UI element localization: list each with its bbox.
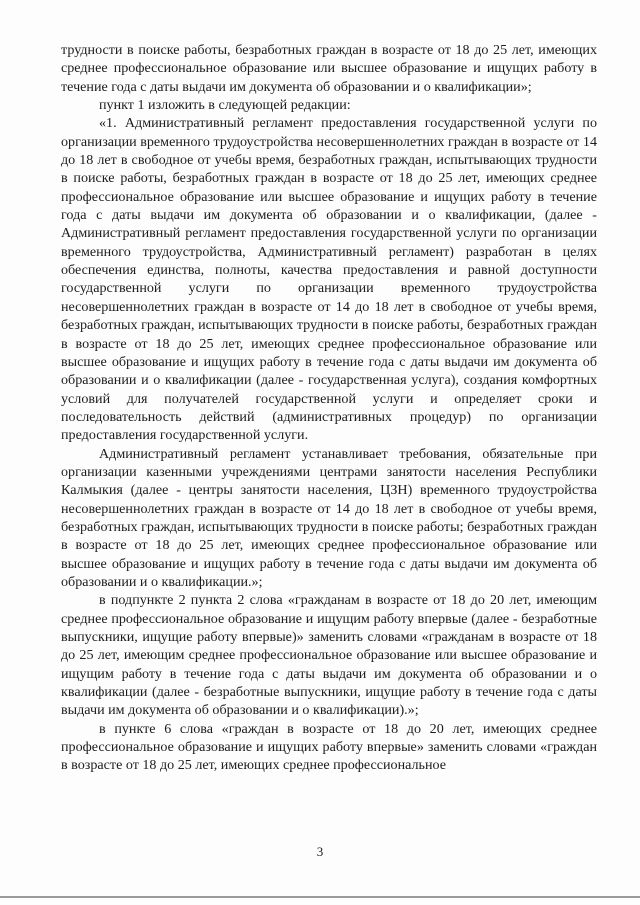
paragraph-instruction: пункт 1 изложить в следующей редакции: (99, 97, 351, 114)
paragraph-subclause-2: в подпункте 2 пункта 2 слова «гражданам в возрасте от 18 до 20 лет, имеющим среднее профессиональное образование и ищущим работу впервые (далее - безработные выпускники, ищущие работу впервые)» заменить словами «гражданам в возрасте от 18 до 25 лет, имеющим среднее профессиональное образование или высшее образование и ищущим работу в течение года с даты выдачи им документа об образовании и о квалификации (далее - безработные выпускники, ищущие работу в течение года с даты выдачи им документа об образовании и о квалификации).»; (61, 592, 597, 719)
scan-bottom-edge (0, 896, 640, 898)
document-body (61, 41, 597, 775)
paragraph-clause-6: в пункте 6 слова «граждан в возрасте от 18 до 20 лет, имеющих среднее профессиональное образование и ищущих работу впервые» заменить словами «граждан в возрасте от 18 до 25 лет, имеющих среднее профессиональное (61, 720, 597, 774)
paragraph-requirements: Административный регламент устанавливает требования, обязательные при организации казенными учреждениями центрами занятости населения Республики Калмыкия (далее - центры занятости населения, ЦЗН) временного трудоустройства несовершеннолетних граждан в возрасте от 14 до 18 лет в свободное от учебы время, безработных граждан, испытывающих трудности в поиске работы; безработных граждан в возрасте от 18 до 25 лет, имеющих среднее профессиональное образование или высшее образование и ищущих работу в течение года с даты выдачи им документа об образовании и о квалификации.»; (61, 445, 597, 590)
page-number: 3 (316, 844, 324, 859)
paragraph-continuation: трудности в поиске работы, безработных граждан в возрасте от 18 до 25 лет, имеющих среднее профессиональное образование или высшее образование и ищущих работу в течение года с даты выдачи им документа об образовании и о квалификации»; (61, 42, 597, 95)
paragraph-clause-1: «1. Административный регламент предоставления государственной услуги по организации временного трудоустройства несовершеннолетних граждан в возрасте от 14 до 18 лет в свободное от учебы время, безработных граждан, испытывающих трудности в поиске работы, безработных граждан в возрасте от 18 до 25 лет, имеющих среднее профессиональное образование или высшее образование и ищущих работу в течение года с даты выдачи им документа об образовании и о квалификации, (далее - Административный регламент предоставления государственной услуги по организации временного трудоустройства, Административный регламент) разработан в целях обеспечения единства, полноты, качества предоставления и равной доступности государственной услуги по организации временного трудоустройства несовершеннолетних граждан в возрасте от 14 до 18 лет в свободное от учебы время, безработных граждан, испытывающих трудности в поиске работы, безработных граждан в возрасте от 18 до 25 лет, имеющих среднее профессиональное образование или высшее образование и ищущих работу в течение года с даты выдачи им документа об образовании и о квалификации (далее - государственная услуга), создания комфортных условий для получателей государственной услуги и определяет сроки и последовательность действий (административных процедур) по организации предоставления государственной услуги. (61, 115, 597, 444)
